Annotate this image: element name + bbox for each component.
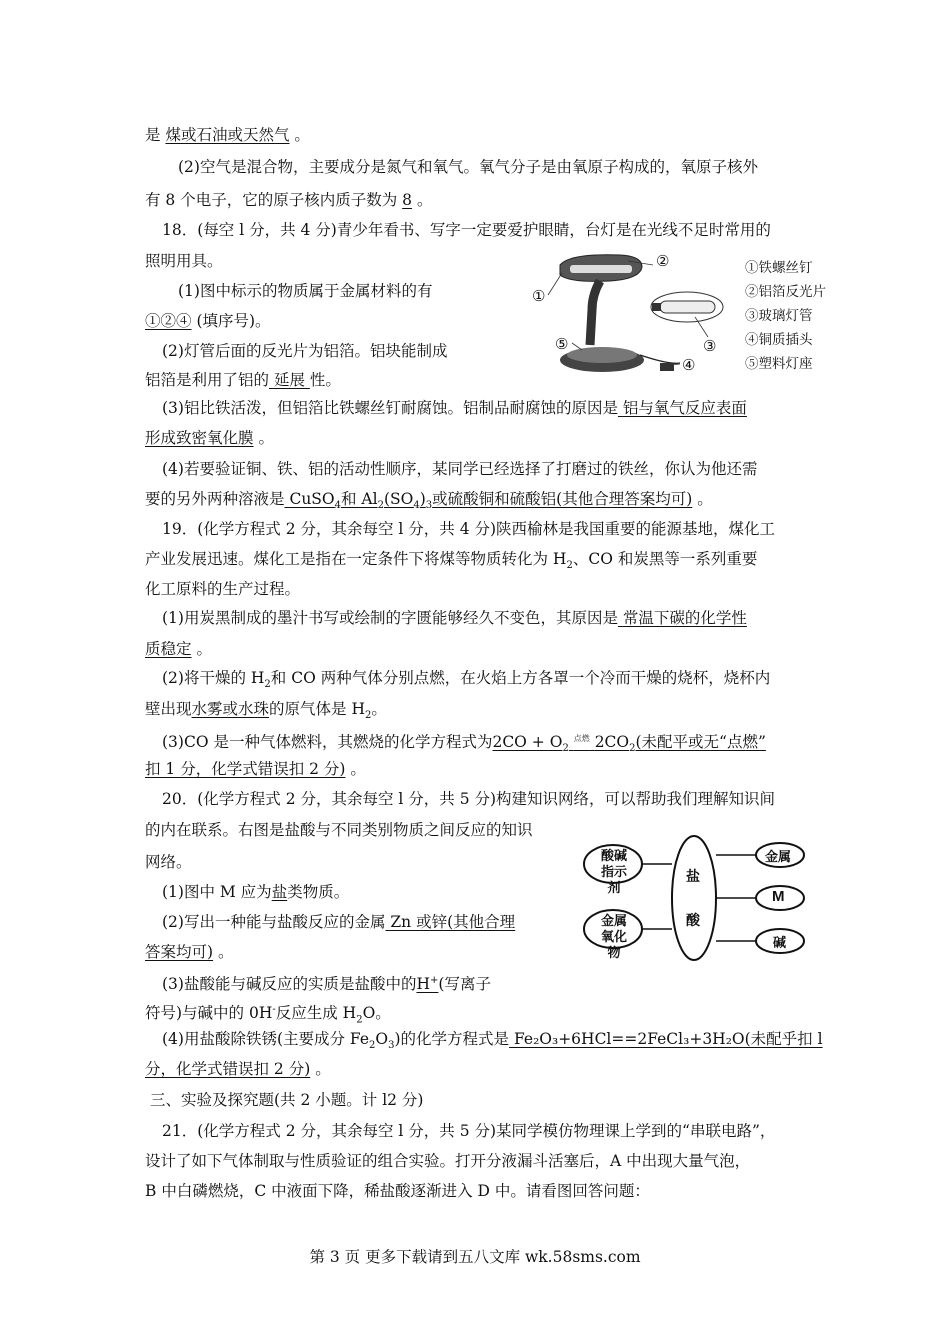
text-line: 有 8 个电子，它的原子核内质子数为 8 。	[145, 191, 433, 209]
answer-blank: 扣 1 分，化学式错误扣 2 分)	[145, 760, 346, 778]
text-line: 设计了如下气体制取与性质验证的组合实验。打开分液漏斗活塞后，A 中出现大量气泡，	[145, 1152, 751, 1170]
text-line: B 中白磷燃烧，C 中液面下降，稀盐酸逐渐进入 D 中。请看图回答问题：	[145, 1182, 650, 1200]
text-line: 是 煤或石油或天然气 。	[145, 126, 310, 144]
text-line: 产业发展迅速。煤化工是指在一定条件下将煤等物质转化为 $H_2$、CO 和炭黑等一系列重要	[145, 550, 758, 572]
node-metal-oxide: 金属 氧化物	[600, 914, 627, 961]
answer-blank: 铝与氧气反应表面	[622, 399, 747, 417]
node-base: 碱	[773, 936, 787, 951]
text-line: (2)写出一种能与盐酸反应的金属 Zn 或锌(其他合理	[162, 913, 516, 931]
answer-blank: H+	[416, 975, 439, 994]
text-line: 壁出现水雾或水珠的原气体是 $H_2$。	[145, 700, 387, 722]
text-line: (4)若要验证铜、铁、铝的活动性顺序，某同学已经选择了打磨过的铁丝，你认为他还需	[162, 460, 758, 478]
text-line: 形成致密氧化膜 。	[145, 429, 274, 447]
legend-item: ⑤塑料灯座	[745, 356, 813, 372]
text-line: (2)灯管后面的反光片为铝箔。铝块能制成	[162, 342, 448, 360]
lamp-label-2: ②	[656, 252, 670, 270]
text-line: 照明用具。	[145, 252, 223, 270]
text-line: 扣 1 分，化学式错误扣 2 分) 。	[145, 760, 366, 778]
question-20: 20．(化学方程式 2 分，其余每空 l 分，共 5 分)构建知识网络，可以帮助我们理解知识间	[162, 790, 776, 808]
answer-blank: 质稳定	[145, 640, 192, 658]
answer-blank: CuSO$_4$和 $Al_2(SO_4)_3$或硫酸铜和硫酸铝(其他合理答案均可)	[289, 490, 693, 512]
answer-blank: ①②④	[145, 312, 192, 330]
text-line: 的内在联系。右图是盐酸与不同类别物质之间反应的知识	[145, 821, 533, 839]
text-line: (3)盐酸能与碱反应的实质是盐酸中的H+(写离子	[162, 975, 491, 994]
text-line: ①②④ (填序号)。	[145, 312, 271, 330]
node-acid-bottom: 酸	[686, 913, 700, 929]
lamp-label-5: ⑤	[555, 335, 569, 353]
lamp-legend	[745, 256, 826, 376]
lamp-label-4: ④	[682, 356, 696, 374]
answer-blank: 形成致密氧化膜	[145, 429, 254, 447]
node-metal: 金属	[765, 850, 792, 865]
text-line: (3)CO 是一种气体燃料，其燃烧的化学方程式为$2CO + O_2$ $^{点燃}$ $2CO_2$(未配平或无“点燃”	[162, 733, 766, 755]
section-heading: 三、实验及探究题(共 2 小题。计 l2 分)	[150, 1091, 424, 1109]
desk-lamp-figure	[530, 245, 740, 385]
lamp-label-1: ①	[532, 287, 546, 305]
node-m: M	[772, 888, 785, 905]
text-line: (3)铝比铁活泼，但铝箔比铁螺丝钉耐腐蚀。铝制品耐腐蚀的原因是 铝与氧气反应表面	[162, 399, 747, 417]
text-line: 化工原料的生产过程。	[145, 580, 301, 598]
answer-blank: 分，化学式错误扣 2 分)	[145, 1060, 311, 1078]
legend-item: ①铁螺丝钉	[745, 260, 813, 276]
text-line: 质稳定 。	[145, 640, 212, 658]
node-acid-top: 盐	[686, 869, 700, 885]
legend-item: ④铜质插头	[745, 332, 813, 348]
text-line: (2)将干燥的 $H_2$和 CO 两种气体分别点燃，在火焰上方各罩一个冷而干燥的烧杯，烧杯内	[162, 669, 771, 691]
legend-item: ③玻璃灯管	[745, 308, 813, 324]
node-indicator: 酸碱 指示剂	[600, 849, 627, 896]
text-line: 符号)与碱中的 0H-反应生成 $H_2O$。	[145, 1004, 391, 1026]
answer-blank: 常温下碳的化学性	[622, 609, 747, 627]
answer-blank: 盐	[271, 883, 288, 901]
text-line: (4)用盐酸除铁锈(主要成分 $Fe_2O_3$)的化学方程式是 Fe₂O₃+6HCl==2FeCl₃+3H₂O(未配乎扣 l	[162, 1030, 823, 1052]
text-line: (2)空气是混合物，主要成分是氮气和氧气。氧气分子是由氧原子构成的，氧原子核外	[178, 158, 758, 176]
answer-blank: 延展	[273, 371, 305, 389]
text-line: 答案均可) 。	[145, 943, 234, 961]
text-line: (1)用炭黑制成的墨汁书写或绘制的字匮能够经久不变色，其原因是 常温下碳的化学性	[162, 609, 747, 627]
text-line: (1)图中标示的物质属于金属材料的有	[178, 282, 433, 300]
text-line: (1)图中 M 应为盐类物质。	[162, 883, 350, 901]
legend-item: ②铝箔反光片	[745, 284, 826, 300]
answer-blank: 水雾或水珠	[191, 700, 270, 718]
question-21: 21．(化学方程式 2 分，其余每空 l 分，共 5 分)某同学模仿物理课上学到的“串联电路”，	[162, 1122, 776, 1140]
page-footer: 第 3 页 更多下载请到五八文库 wk.58sms.com	[309, 1248, 641, 1266]
answer-blank: $2CO + O_2$ $^{点燃}$ $2CO_2$(未配平或无“点燃”	[492, 733, 766, 755]
question-19: 19．(化学方程式 2 分，其余每空 l 分，共 4 分)陕西榆林是我国重要的能源基地，煤化工	[162, 520, 776, 538]
answer-blank: Zn 或锌(其他合理	[390, 913, 516, 931]
text-line: 铝箔是利用了铝的 延展 性。	[145, 371, 341, 389]
text-line: 分，化学式错误扣 2 分) 。	[145, 1060, 331, 1078]
text-line: 要的另外两种溶液是 CuSO$_4$和 $Al_2(SO_4)_3$或硫酸铜和硫酸铝(其他合理答案均可) 。	[145, 490, 713, 512]
question-18: 18．(每空 l 分，共 4 分)青少年看书、写字一定要爱护眼睛，台灯是在光线不足时常用的	[162, 221, 771, 239]
answer-blank: Fe₂O₃+6HCl==2FeCl₃+3H₂O(未配乎扣 l	[513, 1030, 823, 1048]
answer-blank: 答案均可)	[145, 943, 214, 961]
text-line: 网络。	[145, 853, 192, 871]
lamp-label-3: ③	[703, 337, 717, 355]
